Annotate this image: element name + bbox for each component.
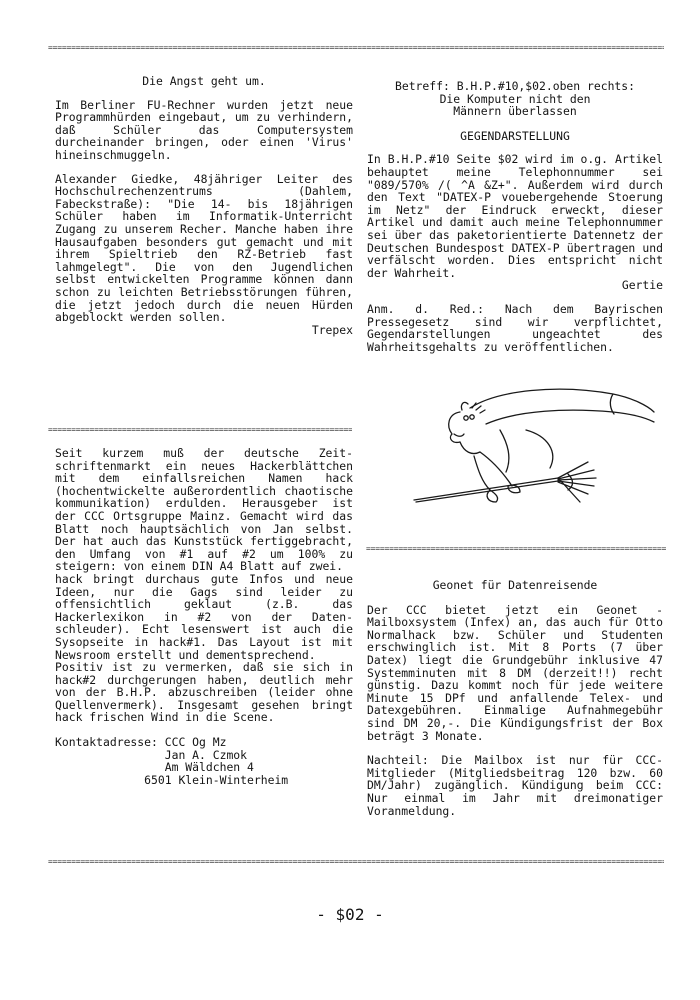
article-paragraph: Alexander Giedke, 48jähriger Leiter des Hochschulrechenzentrums (Dahlem, Fabeckstraße): "Die 14- bis 18jährigen Schüler haben im Informatik-Unterricht Zugang zu unserem Recher. Manche haben ihre Hausaufgaben besonders gut gemacht und mit ihrem Spieltrieb den RZ-Betrieb fast lahmgelegt". Die von den Jugendlichen selbst entwickelten Programme können dann schon zu leichten Betriebsstörungen führen, die jetzt jedoch durch die neuen Hürden abgeblockt werden sollen. bbox=[55, 171, 360, 325]
article-paragraph: Nachteil: Die Mailbox ist nur für CCC-Mitglieder (Mitgliedsbeitrag 120 bzw. 60 DM/Jahr) zugänglich. Kündigung beim CCC: Nur einmal im Jahr mit dreimonatiger Voranmeldung. bbox=[367, 753, 670, 818]
right-middle-separator-line bbox=[366, 545, 666, 553]
article-geonet bbox=[367, 578, 670, 828]
page-number: - $02 - bbox=[316, 905, 384, 924]
bottom-separator-line bbox=[48, 858, 664, 866]
contact-address: Kontaktadresse: CCC Og Mz Jan A. Czmok Am Wäldchen 4 6501 Klein-Winterheim bbox=[55, 735, 289, 787]
article-paragraph: hack bringt durchaus gute Infos und neue Ideen, nur die Gags sind leider zu offensichtlich geklaut (z.B. das Hackerlexikon in #2 von der Datenschleuder). Echt lesenswert ist auch die Sysopseite in hack#1. Das Layout ist mit Newsroom erstellt und dementsprechend. bbox=[55, 571, 360, 662]
article-title: Die Angst geht um. bbox=[142, 74, 266, 88]
article-signature: Gertie bbox=[621, 278, 663, 293]
subject-line: Die Komputer nicht den bbox=[439, 91, 591, 106]
article-signature: Trepex bbox=[311, 322, 353, 337]
top-separator-line bbox=[48, 44, 664, 52]
article-paragraph: Positiv ist zu vermerken, daß sie sich in hack#2 durchgerungen haben, deutlich mehr von der B.H.P. abzuschreiben (leider ohne Quellenvermerk). Insgesamt gesehen bringt hack frischen Wind in die Scene. bbox=[55, 660, 360, 725]
betreff-line: Betreff: B.H.P.#10,$02.oben rechts: bbox=[394, 79, 636, 93]
subject-line: Männern überlassen bbox=[453, 104, 577, 119]
article-hack bbox=[55, 446, 360, 797]
article-paragraph: Im Berliner FU-Rechner wurden jetzt neue Programmhürden eingebaut, um zu verhindern, daß Schüler das Computersystem durcheinander bringen, oder einen 'Virus' hineinschmuggeln. bbox=[55, 97, 360, 162]
article-angst bbox=[55, 74, 360, 347]
left-middle-separator-line bbox=[48, 426, 352, 434]
article-gegendarstellung bbox=[367, 79, 670, 364]
gegendarstellung-heading: GEGENDARSTELLUNG bbox=[460, 128, 570, 143]
witch-on-broom-cartoon bbox=[408, 382, 656, 510]
editor-note: Anm. d. Red.: Nach dem Bayrischen Pressegesetz sind wir verpflichtet, Gegendarstellungen ungeachtet des Wahrheitsgehalts zu veröffentlichen. bbox=[367, 301, 670, 354]
article-paragraph: Seit kurzem muß der deutsche Zeitschriftenmarkt ein neues Hackerblättchen mit dem einfallsreichen Namen hack (hochentwickelte außerordentlich chaotische kommunikation) erdulden. Herausgeber ist der CCC Ortsgruppe Mainz. Gemacht wird das Blatt noch hauptsächlich von Jan selbst. Der hat auch das Kunststück fertiggebracht, den Umfang von #1 auf #2 um 100% zu steigern: von einem DIN A4 Blatt auf zwei. bbox=[55, 446, 360, 574]
article-title: Geonet für Datenreisende bbox=[432, 578, 598, 592]
article-paragraph: In B.H.P.#10 Seite $02 wird im o.g. Artikel behauptet meine Telephonnummer sei "089/570% /( ^A &Z+". Außerdem wird durch den Text "DATEX-P vouebergehende Stoerung im Netz" der Eindruck erweckt, dieser Artikel und damit auch meine Telephonnummer sei über das paketorientierte Datennetz der Deutschen Bundespost DATEX-P übertragen und verfälscht worden. Dies entspricht nicht der Wahrheit. bbox=[367, 152, 670, 280]
article-paragraph: Der CCC bietet jetzt ein Geonet - Mailboxsystem (Infex) an, das auch für Otto Normalhack bzw. Schüler und Studenten erschwinglich ist. Mit 8 Ports (7 über Datex) liegt die Grundgebühr inklusive 47 Systemminuten mit 8 DM (derzeit!!) recht günstig. Dazu kommt noch für jede weitere Minute 15 DPf und anfallende Telex- und Datexgebühren. Einmalige Aufnahmegebühr sind DM 20,-. Die Kündigungsfrist der Box beträgt 3 Monate. bbox=[367, 602, 670, 743]
